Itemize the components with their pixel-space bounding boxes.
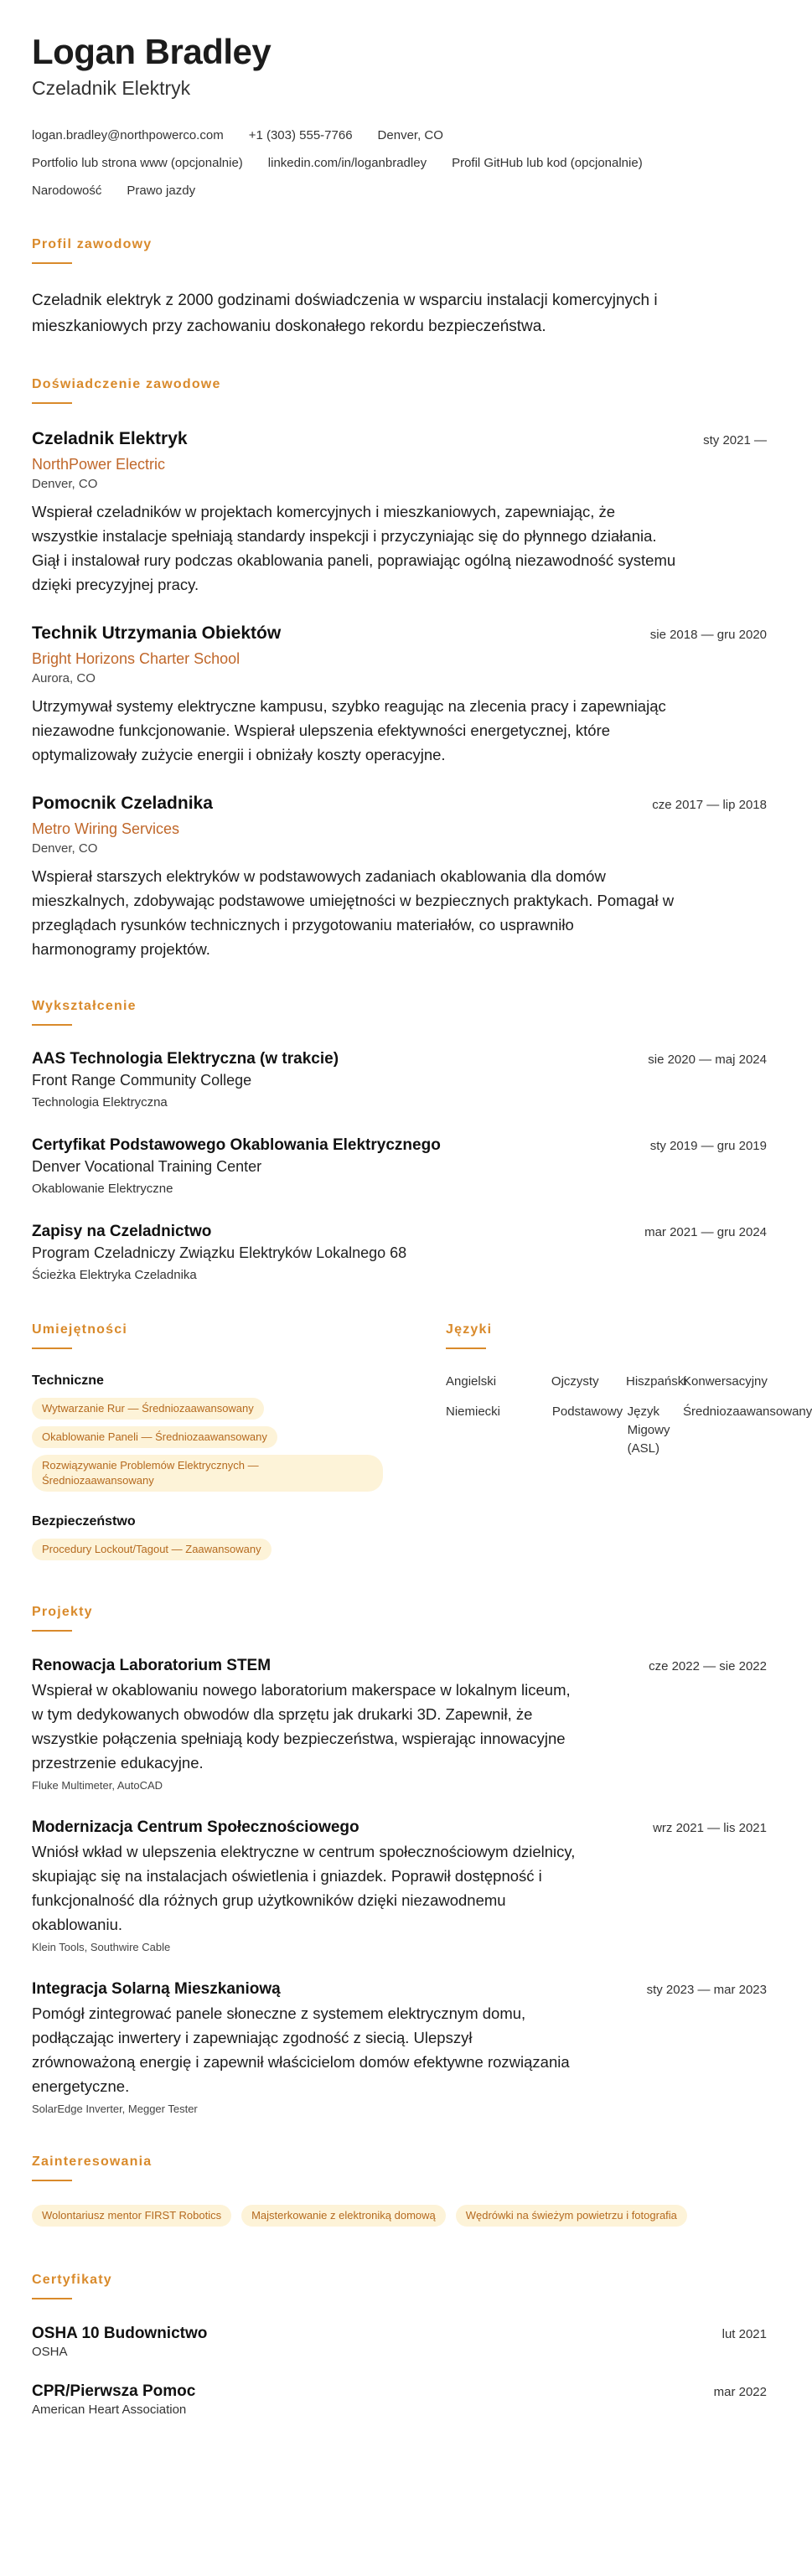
project-title: Integracja Solarną Mieszkaniową (32, 1980, 281, 1998)
language-row (446, 1373, 767, 1391)
field-of-study: Technologia Elektryczna (32, 1095, 168, 1110)
project-date: cze 2022 — sie 2022 (649, 1659, 767, 1673)
school-name: Program Czeladniczy Związku Elektryków Lokalnego 68 (32, 1244, 407, 1261)
job-location: Denver, CO (32, 477, 98, 491)
job-description: Wspierał czeladników w projektach komercyjnych i mieszkaniowych, zapewniając, że wszystkie instalacje spełniają standardy inspekcji i przyczyniając się do płynnego działania. Giął i instalował rury podczas okablowania paneli, poprawiając ogólną niezawodność systemu dzięki precyzyjnej pracy. (32, 503, 676, 593)
contact-driving-license: Prawo jazdy (127, 184, 196, 198)
education-section (32, 998, 767, 1285)
job-description: Wspierał starszych elektryków w podstawowych zadaniach okablowania dla domów mieszkalnych, zdobywając podstawowe umiejętności w bezpiecznych praktykach. Pomagał w przeglądach rysunków technicznych i przygotowaniu materiałów, co usprawniło harmonogramy projektów. (32, 867, 675, 958)
project-item (32, 1979, 767, 2117)
job-company: Metro Wiring Services (32, 820, 180, 837)
degree-title: AAS Technologia Elektryczna (w trakcie) (32, 1050, 339, 1068)
section-divider (32, 1630, 72, 1632)
education-item (32, 1222, 767, 1285)
section-title-interests: Zainteresowania (32, 2154, 153, 2169)
language-name: Hiszpański (626, 1374, 687, 1389)
experience-item (32, 622, 767, 767)
language-level: Konwersacyjny (683, 1374, 768, 1389)
candidate-title: Czeladnik Elektryk (32, 77, 191, 99)
certificate-date: lut 2021 (721, 2327, 767, 2341)
project-date: sty 2023 — mar 2023 (646, 1983, 767, 1997)
project-description: Wniósł wkład w ulepszenia elektryczne w centrum społecznościowym dzielnicy, skupiając się na instalacjach oświetlenia i gniazdek. Poprawił dostępność i funkcjonalność dla różnych grup użytkowników dzięki niezawodnemu okablowaniu. (32, 1843, 576, 1933)
job-title: Czeladnik Elektryk (32, 429, 188, 448)
section-divider (32, 2298, 72, 2299)
contact-nationality: Narodowość (32, 184, 102, 198)
language-name: Niemiecki (446, 1404, 501, 1419)
skill-tag: Wytwarzanie Rur — Średniozaawansowany (32, 1398, 264, 1420)
section-title-experience: Doświadczenie zawodowe (32, 377, 221, 391)
section-divider (446, 1347, 486, 1349)
education-item (32, 1049, 767, 1112)
interests-section (32, 2154, 767, 2235)
education-date: sty 2019 — gru 2019 (649, 1139, 767, 1153)
interest-tag: Wędrówki na świeżym powietrzu i fotografia (456, 2205, 687, 2227)
job-location: Aurora, CO (32, 671, 96, 685)
experience-item (32, 792, 767, 961)
language-name: Język Migowy (ASL) (627, 1404, 670, 1456)
skills-languages-row (32, 1322, 812, 1567)
experience-section (32, 376, 767, 961)
certificates-section (32, 2272, 767, 2418)
project-title: Modernizacja Centrum Społecznościowego (32, 1818, 359, 1836)
section-title-education: Wykształcenie (32, 999, 137, 1013)
language-level: Ojczysty (551, 1374, 599, 1389)
resume-header (32, 32, 767, 199)
contact-phone[interactable]: +1 (303) 555-7766 (248, 128, 353, 142)
interest-tag: Majsterkowanie z elektroniką domową (241, 2205, 446, 2227)
degree-title: Zapisy na Czeladnictwo (32, 1223, 212, 1240)
profile-section (32, 236, 767, 339)
profile-summary: Czeladnik elektryk z 2000 godzinami doświadczenia w wsparciu instalacji komercyjnych i mieszkaniowych przy zachowaniu doskonałego rekordu bezpieczeństwa. (32, 292, 658, 335)
skill-group-title: Bezpieczeństwo (32, 1514, 136, 1529)
section-divider (32, 1024, 72, 1026)
section-divider (32, 262, 72, 264)
skill-group-title: Techniczne (32, 1373, 104, 1388)
contact-row-3 (32, 183, 767, 199)
language-row (446, 1403, 812, 1458)
job-date: sie 2018 — gru 2020 (649, 628, 767, 642)
field-of-study: Okablowanie Elektryczne (32, 1182, 173, 1196)
project-item (32, 1655, 767, 1793)
degree-title: Certyfikat Podstawowego Okablowania Elektrycznego (32, 1136, 441, 1154)
contact-linkedin[interactable]: linkedin.com/in/loganbradley (267, 156, 427, 170)
job-date: sty 2021 — (703, 433, 767, 447)
project-item (32, 1817, 767, 1955)
section-divider (32, 1347, 72, 1349)
contact-row-1 (32, 127, 767, 144)
language-level: Podstawowy (551, 1404, 623, 1419)
section-title-projects: Projekty (32, 1605, 93, 1619)
skills-section (32, 1322, 417, 1567)
certificate-issuer: American Heart Association (32, 2403, 187, 2417)
education-date: sie 2020 — maj 2024 (648, 1053, 767, 1067)
certificate-title: CPR/Pierwsza Pomoc (32, 2382, 196, 2400)
field-of-study: Ścieżka Elektryka Czeladnika (32, 1268, 197, 1282)
certificate-date: mar 2022 (713, 2385, 767, 2399)
language-level: Średniozaawansowany (683, 1404, 812, 1419)
project-date: wrz 2021 — lis 2021 (653, 1821, 767, 1835)
contact-portfolio[interactable]: Portfolio lub strona www (opcjonalnie) (32, 156, 243, 170)
section-title-certificates: Certyfikaty (32, 2273, 112, 2287)
section-title-skills: Umiejętności (32, 1322, 127, 1337)
contact-row-2 (32, 155, 767, 172)
project-title: Renowacja Laboratorium STEM (32, 1657, 272, 1674)
experience-item (32, 427, 767, 597)
project-tools: Fluke Multimeter, AutoCAD (32, 1779, 163, 1792)
project-description: Wspierał w okablowaniu nowego laboratorium makerspace w lokalnym liceum, w tym dedykowanych obwodów dla sprzętu jak drukarki 3D. Zapewnił, że wszystkie połączenia spełniają kody bezpieczeństwa, wspierając innowacyjne przestrzenie edukacyjne. (32, 1681, 571, 1772)
certificate-title: OSHA 10 Budownictwo (32, 2325, 208, 2342)
education-item (32, 1135, 767, 1198)
job-company: Bright Horizons Charter School (32, 650, 240, 667)
contact-github[interactable]: Profil GitHub lub kod (opcjonalnie) (452, 156, 643, 170)
project-tools: Klein Tools, Southwire Cable (32, 1941, 171, 1953)
school-name: Front Range Community College (32, 1072, 252, 1089)
project-tools: SolarEdge Inverter, Megger Tester (32, 2103, 198, 2115)
contact-email[interactable]: logan.bradley@northpowerco.com (32, 128, 224, 142)
language-name: Angielski (446, 1374, 497, 1389)
section-divider (32, 402, 72, 404)
job-date: cze 2017 — lip 2018 (652, 798, 767, 812)
job-title: Pomocnik Czeladnika (32, 794, 213, 813)
job-company: NorthPower Electric (32, 456, 166, 473)
section-divider (32, 2180, 72, 2181)
education-date: mar 2021 — gru 2024 (644, 1225, 767, 1239)
job-location: Denver, CO (32, 841, 98, 856)
school-name: Denver Vocational Training Center (32, 1158, 262, 1175)
projects-section (32, 1604, 767, 2117)
interest-tag: Wolontariusz mentor FIRST Robotics (32, 2205, 231, 2227)
skill-tag: Okablowanie Paneli — Średniozaawansowany (32, 1426, 277, 1448)
skill-tag: Procedury Lockout/Tagout — Zaawansowany (32, 1539, 272, 1560)
certificate-issuer: OSHA (32, 2345, 68, 2359)
skill-group-safety (32, 1513, 417, 1567)
skill-group-technical (32, 1373, 417, 1498)
job-description: Utrzymywał systemy elektryczne kampusu, szybko reagując na zlecenia pracy i zapewniając niezawodne funkcjonowanie. Wspierał ulepszenia efektywności energetycznej, które optymalizowały zużycie energii i obniżały koszty operacyjne. (32, 697, 666, 763)
project-description: Pomógł zintegrować panele słoneczne z systemem elektrycznym domu, podłączając inwertery i zapewniając zgodność z siecią. Ulepszył zrównoważoną energię i zapewnił właścicielom domów efektywne rozwiązania energetyczne. (32, 2004, 570, 2095)
candidate-name: Logan Bradley (32, 32, 272, 71)
section-title-languages: Języki (446, 1322, 493, 1337)
certificate-item (32, 2381, 767, 2418)
contact-location: Denver, CO (377, 128, 443, 142)
certificate-item (32, 2323, 767, 2361)
skill-tag: Rozwiązywanie Problemów Elektrycznych — Średniozaawansowany (32, 1455, 383, 1492)
languages-section (446, 1322, 812, 1567)
section-title-profile: Profil zawodowy (32, 237, 153, 251)
job-title: Technik Utrzymania Obiektów (32, 623, 282, 643)
